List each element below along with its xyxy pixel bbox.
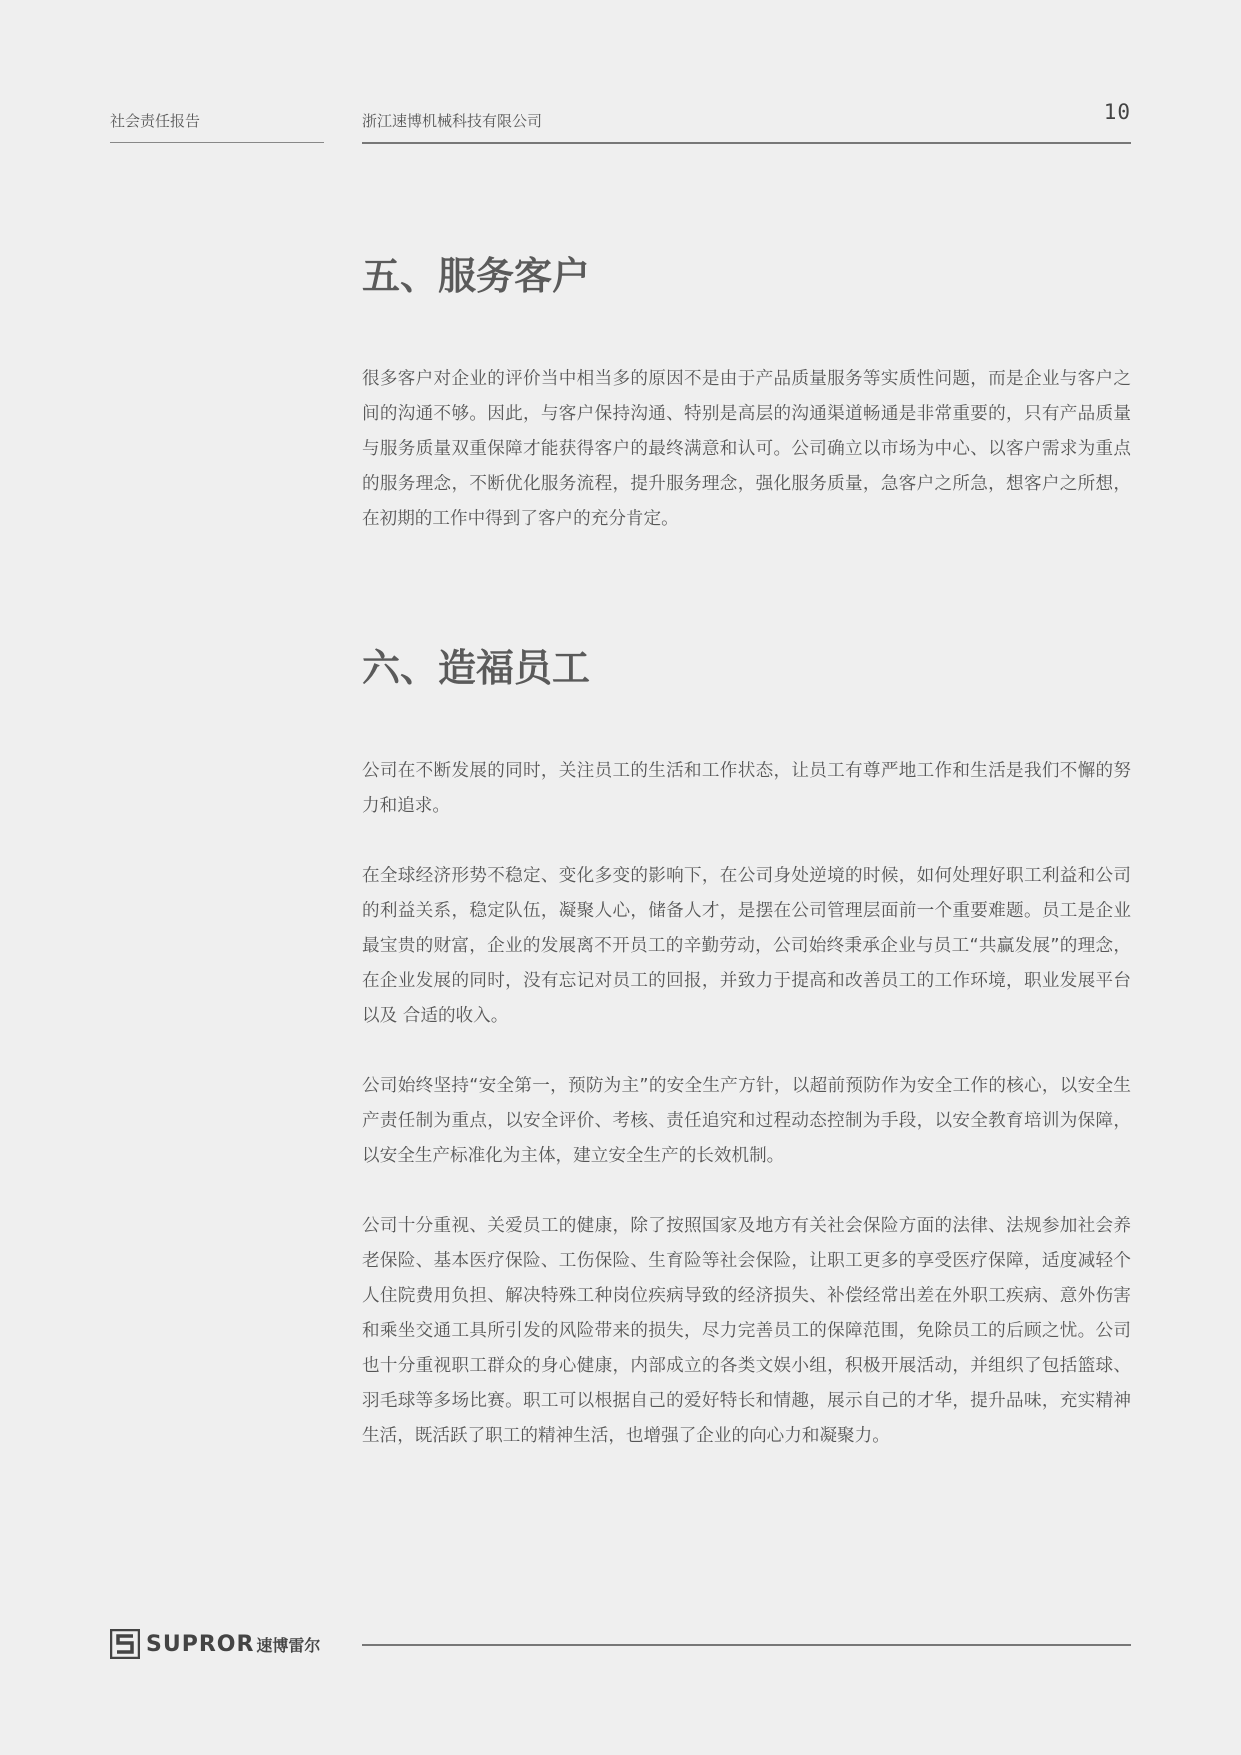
header-right-divider: [362, 142, 1131, 144]
paragraph: 在全球经济形势不稳定、变化多变的影响下，在公司身处逆境的时候，如何处理好职工利益和公司的利益关系，稳定队伍，凝聚人心，储备人才，是摆在公司管理层面前一个重要难题。员工是企业最宝贵的财富，企业的发展离不开员工的辛勤劳动，公司始终秉承企业与员工“共赢发展”的理念，在企业发展的同时，没有忘记对员工的回报，并致力于提高和改善员工的工作环境，职业发展平台以及 合适的收入。: [362, 866, 1131, 1026]
paragraph: 很多客户对企业的评价当中相当多的原因不是由于产品质量服务等实质性问题，而是企业与客户之间的沟通不够。因此，与客户保持沟通、特别是高层的沟通渠道畅通是非常重要的，只有产品质量与服务质量双重保障才能获得客户的最终满意和认可。公司确立以市场为中心、以客户需求为重点的服务理念，不断优化服务流程，提升服务理念，强化服务质量，急客户之所急，想客户之所想，在初期的工作中得到了客户的充分肯定。: [362, 369, 1131, 529]
header-report-title: 社会责任报告: [110, 112, 201, 130]
supror-logo-icon: [110, 1629, 140, 1659]
logo-wordmark: SUPROR: [146, 1631, 255, 1657]
footer-divider: [362, 1644, 1131, 1646]
logo-chinese-name: 速博雷尔: [256, 1635, 321, 1655]
paragraph: 公司在不断发展的同时，关注员工的生活和工作状态，让员工有尊严地工作和生活是我们不懈的努力和追求。: [362, 761, 1131, 816]
section-benefit-employees: [362, 642, 1131, 1454]
header-left-divider: [110, 142, 324, 143]
footer-logo: [110, 1628, 320, 1660]
section-title: 五、服务客户: [362, 254, 591, 298]
page-number: 10: [1103, 100, 1131, 124]
paragraph: 公司十分重视、关爱员工的健康，除了按照国家及地方有关社会保险方面的法律、法规参加社会养老保险、基本医疗保险、工伤保险、生育险等社会保险，让职工更多的享受医疗保障，适度减轻个人住院费用负担、解决特殊工种岗位疾病导致的经济损失、补偿经常出差在外职工疾病、意外伤害和乘坐交通工具所引发的风险带来的损失，尽力完善员工的保障范围，免除员工的后顾之忧。公司也十分重视职工群众的身心健康，内部成立的各类文娱小组，积极开展活动，并组织了包括篮球、羽毛球等多场比赛。职工可以根据自己的爱好特长和情趣，展示自己的才华，提升品味，充实精神生活，既活跃了职工的精神生活，也增强了企业的向心力和凝聚力。: [362, 1216, 1131, 1446]
section-title: 六、造福员工: [362, 646, 591, 690]
main-content: [362, 250, 1131, 1489]
paragraph: 公司始终坚持“安全第一，预防为主”的安全生产方针，以超前预防作为安全工作的核心，以安全生产责任制为重点，以安全评价、考核、责任追究和过程动态控制为手段，以安全教育培训为保障，以安全生产标准化为主体，建立安全生产的长效机制。: [362, 1076, 1131, 1166]
header-company-name: 浙江速博机械科技有限公司: [362, 112, 543, 130]
section-serve-customers: [362, 250, 1131, 537]
